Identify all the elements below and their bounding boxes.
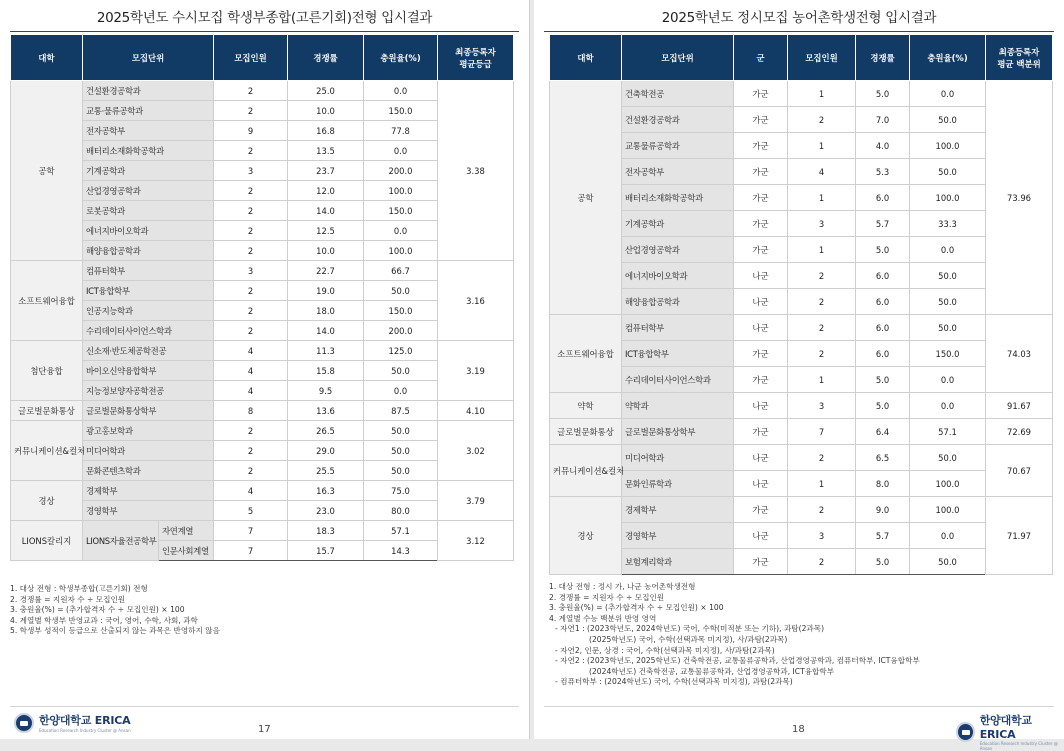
competition-rate-cell: 7.0 bbox=[856, 107, 910, 133]
fill-rate-cell: 200.0 bbox=[364, 321, 438, 341]
fill-rate-cell: 100.0 bbox=[910, 471, 986, 497]
quota-cell: 2 bbox=[788, 549, 856, 575]
fill-rate-cell: 150.0 bbox=[364, 101, 438, 121]
quota-cell: 3 bbox=[788, 211, 856, 237]
footer-divider bbox=[10, 706, 519, 707]
department-cell: 문화콘텐츠학과 bbox=[83, 461, 214, 481]
competition-rate-cell: 16.3 bbox=[288, 481, 364, 501]
fill-rate-cell: 50.0 bbox=[364, 441, 438, 461]
admission-group-cell: 가군 bbox=[734, 81, 788, 107]
competition-rate-cell: 12.0 bbox=[288, 181, 364, 201]
quota-cell: 1 bbox=[788, 237, 856, 263]
department-cell: 신소재·반도체공학전공 bbox=[83, 341, 214, 361]
page-number: 18 bbox=[792, 724, 805, 735]
competition-rate-cell: 10.0 bbox=[288, 241, 364, 261]
table-row bbox=[550, 315, 1053, 341]
average-grade-cell: 4.10 bbox=[438, 401, 514, 421]
admission-group-cell: 가군 bbox=[734, 159, 788, 185]
table-row bbox=[11, 421, 514, 441]
fill-rate-cell: 0.0 bbox=[910, 367, 986, 393]
department-cell: 글로벌문화통상학부 bbox=[622, 419, 734, 445]
table-row bbox=[550, 185, 1053, 211]
department-cell: 기계공학과 bbox=[83, 161, 214, 181]
quota-cell: 2 bbox=[214, 301, 288, 321]
table-row bbox=[550, 81, 1053, 107]
admission-group-cell: 나군 bbox=[734, 263, 788, 289]
column-header: 최종등록자 평균 백분위 bbox=[986, 35, 1053, 81]
fill-rate-cell: 87.5 bbox=[364, 401, 438, 421]
competition-rate-cell: 6.0 bbox=[856, 263, 910, 289]
competition-rate-cell: 4.0 bbox=[856, 133, 910, 159]
regular-admission-results-table bbox=[549, 34, 1053, 575]
admission-group-cell: 나군 bbox=[734, 289, 788, 315]
department-cell: 배터리소재화학공학과 bbox=[83, 141, 214, 161]
average-percentile-cell: 71.97 bbox=[986, 497, 1053, 575]
note-line: - 컴퓨터학부 : (2024학년도) 국어, 수학(선택과목 미지정), 과탐(2과목) bbox=[555, 677, 793, 687]
admission-group-cell: 나군 bbox=[734, 445, 788, 471]
competition-rate-cell: 18.0 bbox=[288, 301, 364, 321]
column-header: 경쟁률 bbox=[856, 35, 910, 81]
column-header: 대학 bbox=[11, 35, 83, 81]
table-row bbox=[550, 393, 1053, 419]
fill-rate-cell: 150.0 bbox=[364, 301, 438, 321]
college-cell: 커뮤니케이션&컬처 bbox=[11, 421, 83, 481]
department-cell: 수리데이터사이언스학과 bbox=[622, 367, 734, 393]
college-cell: 경상 bbox=[11, 481, 83, 521]
logo-text: 한양대학교 ERICA bbox=[39, 714, 131, 727]
right-page bbox=[534, 0, 1064, 751]
competition-rate-cell: 19.0 bbox=[288, 281, 364, 301]
college-cell: 글로벌문화통상 bbox=[550, 419, 622, 445]
department-cell: 경영학부 bbox=[83, 501, 214, 521]
department-cell: 에너지바이오학과 bbox=[83, 221, 214, 241]
competition-rate-cell: 6.5 bbox=[856, 445, 910, 471]
department-cell: 경제학부 bbox=[83, 481, 214, 501]
fill-rate-cell: 0.0 bbox=[910, 237, 986, 263]
left-page bbox=[0, 0, 530, 739]
quota-cell: 2 bbox=[214, 241, 288, 261]
department-cell: 경영학부 bbox=[622, 523, 734, 549]
quota-cell: 2 bbox=[214, 461, 288, 481]
admission-group-cell: 나군 bbox=[734, 315, 788, 341]
average-percentile-cell: 72.69 bbox=[986, 419, 1053, 445]
average-percentile-cell: 73.96 bbox=[986, 81, 1053, 315]
table-row bbox=[11, 261, 514, 281]
quota-cell: 4 bbox=[788, 159, 856, 185]
fill-rate-cell: 50.0 bbox=[910, 107, 986, 133]
department-cell: 배터리소재화학공학과 bbox=[622, 185, 734, 211]
competition-rate-cell: 23.0 bbox=[288, 501, 364, 521]
table-row bbox=[550, 211, 1053, 237]
competition-rate-cell: 22.7 bbox=[288, 261, 364, 281]
column-header: 충원율(%) bbox=[364, 35, 438, 81]
department-cell: 산업경영공학과 bbox=[83, 181, 214, 201]
competition-rate-cell: 16.8 bbox=[288, 121, 364, 141]
fill-rate-cell: 50.0 bbox=[910, 315, 986, 341]
table-row bbox=[11, 521, 514, 541]
table-row bbox=[11, 341, 514, 361]
department-cell: 에너지바이오학과 bbox=[622, 263, 734, 289]
department-cell: 기계공학과 bbox=[622, 211, 734, 237]
column-header: 충원율(%) bbox=[910, 35, 986, 81]
column-header: 모집인원 bbox=[214, 35, 288, 81]
table-row bbox=[550, 445, 1053, 471]
note-line: - 자연2, 인문, 상경 : 국어, 수학(선택과목 미지정), 사/과탐(2과목) bbox=[555, 645, 775, 655]
quota-cell: 2 bbox=[214, 201, 288, 221]
department-cell: 전자공학부 bbox=[83, 121, 214, 141]
table-row bbox=[550, 133, 1053, 159]
quota-cell: 1 bbox=[788, 185, 856, 211]
table-row bbox=[550, 523, 1053, 549]
fill-rate-cell: 50.0 bbox=[910, 445, 986, 471]
quota-cell: 2 bbox=[214, 281, 288, 301]
competition-rate-cell: 6.4 bbox=[856, 419, 910, 445]
fill-rate-cell: 50.0 bbox=[910, 549, 986, 575]
table-row bbox=[550, 107, 1053, 133]
competition-rate-cell: 14.0 bbox=[288, 201, 364, 221]
quota-cell: 2 bbox=[214, 221, 288, 241]
fill-rate-cell: 0.0 bbox=[910, 81, 986, 107]
table-row bbox=[550, 471, 1053, 497]
university-logo bbox=[956, 712, 1064, 751]
note-line: 3. 충원율(%) = (추가합격자 수 ÷ 모집인원) × 100 bbox=[549, 603, 724, 613]
quota-cell: 4 bbox=[214, 361, 288, 381]
college-cell: 경상 bbox=[550, 497, 622, 575]
competition-rate-cell: 13.5 bbox=[288, 141, 364, 161]
college-cell: 공학 bbox=[11, 81, 83, 261]
column-header: 모집단위 bbox=[622, 35, 734, 81]
competition-rate-cell: 12.5 bbox=[288, 221, 364, 241]
quota-cell: 1 bbox=[788, 81, 856, 107]
average-percentile-cell: 70.67 bbox=[986, 445, 1053, 497]
department-cell: 미디어학과 bbox=[622, 445, 734, 471]
admission-group-cell: 나군 bbox=[734, 393, 788, 419]
competition-rate-cell: 8.0 bbox=[856, 471, 910, 497]
admission-group-cell: 가군 bbox=[734, 107, 788, 133]
competition-rate-cell: 5.0 bbox=[856, 393, 910, 419]
admission-group-cell: 가군 bbox=[734, 185, 788, 211]
fill-rate-cell: 50.0 bbox=[364, 421, 438, 441]
college-cell: LIONS칼리지 bbox=[11, 521, 83, 561]
department-cell: ICT융합학부 bbox=[622, 341, 734, 367]
department-cell: 교통물류공학과 bbox=[622, 133, 734, 159]
competition-rate-cell: 5.3 bbox=[856, 159, 910, 185]
quota-cell: 2 bbox=[214, 321, 288, 341]
competition-rate-cell: 29.0 bbox=[288, 441, 364, 461]
competition-rate-cell: 11.3 bbox=[288, 341, 364, 361]
quota-cell: 8 bbox=[214, 401, 288, 421]
page-number: 17 bbox=[258, 724, 271, 735]
competition-rate-cell: 6.0 bbox=[856, 185, 910, 211]
fill-rate-cell: 150.0 bbox=[364, 201, 438, 221]
quota-cell: 1 bbox=[788, 367, 856, 393]
university-logo bbox=[14, 712, 131, 733]
quota-cell: 2 bbox=[214, 441, 288, 461]
fill-rate-cell: 200.0 bbox=[364, 161, 438, 181]
department-cell: 건설환경공학과 bbox=[622, 107, 734, 133]
competition-rate-cell: 15.7 bbox=[288, 541, 364, 561]
note-line: (2025학년도) 국어, 수학(선택과목 미지정), 사/과탐(2과목) bbox=[589, 634, 788, 644]
department-cell: 산업경영공학과 bbox=[622, 237, 734, 263]
average-grade-cell: 3.02 bbox=[438, 421, 514, 481]
average-percentile-cell: 74.03 bbox=[986, 315, 1053, 393]
fill-rate-cell: 57.1 bbox=[910, 419, 986, 445]
department-cell: 컴퓨터학부 bbox=[622, 315, 734, 341]
quota-cell: 7 bbox=[214, 521, 288, 541]
note-line: 5. 학생부 성적이 등급으로 산출되지 않는 과목은 반영하지 않음 bbox=[10, 626, 220, 636]
quota-cell: 1 bbox=[788, 133, 856, 159]
competition-rate-cell: 5.0 bbox=[856, 549, 910, 575]
admission-group-cell: 가군 bbox=[734, 497, 788, 523]
note-line: 3. 충원율(%) = (추가합격자 수 ÷ 모집인원) × 100 bbox=[10, 605, 185, 615]
quota-cell: 3 bbox=[214, 161, 288, 181]
competition-rate-cell: 9.0 bbox=[856, 497, 910, 523]
left-page-title: 2025학년도 수시모집 학생부종합(고른기회)전형 입시결과 bbox=[10, 4, 519, 32]
table-header-row bbox=[550, 35, 1053, 81]
university-seal-icon bbox=[956, 722, 975, 742]
admission-group-cell: 가군 bbox=[734, 367, 788, 393]
table-row bbox=[550, 419, 1053, 445]
column-header: 군 bbox=[734, 35, 788, 81]
quota-cell: 7 bbox=[788, 419, 856, 445]
quota-cell: 4 bbox=[214, 481, 288, 501]
column-header: 최종등록자 평균등급 bbox=[438, 35, 514, 81]
table-row bbox=[550, 497, 1053, 523]
competition-rate-cell: 15.8 bbox=[288, 361, 364, 381]
logo-tagline: Education Research Industry Cluster @ Ansan bbox=[979, 741, 1058, 751]
department-cell: 컴퓨터학부 bbox=[83, 261, 214, 281]
fill-rate-cell: 50.0 bbox=[364, 361, 438, 381]
quota-cell: 1 bbox=[788, 471, 856, 497]
competition-rate-cell: 6.0 bbox=[856, 341, 910, 367]
average-grade-cell: 3.79 bbox=[438, 481, 514, 521]
competition-rate-cell: 6.0 bbox=[856, 315, 910, 341]
table-row bbox=[550, 237, 1053, 263]
table-row bbox=[550, 367, 1053, 393]
right-page-title: 2025학년도 정시모집 농어촌학생전형 입시결과 bbox=[544, 4, 1054, 32]
college-cell: 소프트웨어융합 bbox=[550, 315, 622, 393]
department-cell: 글로벌문화통상학부 bbox=[83, 401, 214, 421]
competition-rate-cell: 25.0 bbox=[288, 81, 364, 101]
column-header: 경쟁률 bbox=[288, 35, 364, 81]
quota-cell: 3 bbox=[214, 261, 288, 281]
table-row bbox=[550, 341, 1053, 367]
college-cell: 글로벌문화통상 bbox=[11, 401, 83, 421]
department-cell: 인공지능학과 bbox=[83, 301, 214, 321]
quota-cell: 2 bbox=[214, 81, 288, 101]
logo-tagline: Education Research Industry Cluster @ Ansan bbox=[39, 728, 131, 733]
table-row bbox=[11, 481, 514, 501]
logo-text: 한양대학교 ERICA bbox=[979, 714, 1032, 741]
fill-rate-cell: 100.0 bbox=[364, 181, 438, 201]
competition-rate-cell: 23.7 bbox=[288, 161, 364, 181]
department-cell: 전자공학부 bbox=[622, 159, 734, 185]
column-header: 모집인원 bbox=[788, 35, 856, 81]
fill-rate-cell: 66.7 bbox=[364, 261, 438, 281]
table-row bbox=[550, 289, 1053, 315]
department-cell: 해양융합공학과 bbox=[622, 289, 734, 315]
fill-rate-cell: 75.0 bbox=[364, 481, 438, 501]
department-cell: 문화인류학과 bbox=[622, 471, 734, 497]
footer-divider bbox=[544, 706, 1054, 707]
note-line: 1. 대상 전형 : 정시 가, 나군 농어촌학생전형 bbox=[549, 582, 696, 591]
competition-rate-cell: 5.0 bbox=[856, 237, 910, 263]
quota-cell: 3 bbox=[788, 393, 856, 419]
note-line: - 자연2 : (2023학년도, 2025학년도) 건축학전공, 교통물류공학과, 산업경영공학과, 컴퓨터학부, ICT융합학부 bbox=[555, 656, 920, 666]
college-cell: 약학 bbox=[550, 393, 622, 419]
fill-rate-cell: 77.8 bbox=[364, 121, 438, 141]
university-seal-icon bbox=[14, 713, 34, 733]
competition-rate-cell: 18.3 bbox=[288, 521, 364, 541]
admission-group-cell: 나군 bbox=[734, 523, 788, 549]
track-cell: 자연계열 bbox=[159, 521, 214, 541]
quota-cell: 2 bbox=[214, 181, 288, 201]
department-cell: 건축학전공 bbox=[622, 81, 734, 107]
quota-cell: 2 bbox=[788, 341, 856, 367]
fill-rate-cell: 0.0 bbox=[364, 221, 438, 241]
competition-rate-cell: 14.0 bbox=[288, 321, 364, 341]
fill-rate-cell: 125.0 bbox=[364, 341, 438, 361]
quota-cell: 2 bbox=[788, 289, 856, 315]
fill-rate-cell: 150.0 bbox=[910, 341, 986, 367]
department-cell: 수리데이터사이언스학과 bbox=[83, 321, 214, 341]
table-row bbox=[11, 81, 514, 101]
fill-rate-cell: 0.0 bbox=[910, 523, 986, 549]
table-row bbox=[550, 263, 1053, 289]
fill-rate-cell: 50.0 bbox=[364, 281, 438, 301]
note-line: - 자연1 : (2023학년도, 2024학년도) 국어, 수학(미적분 또는 기하), 과탐(2과목) bbox=[555, 624, 825, 634]
average-grade-cell: 3.38 bbox=[438, 81, 514, 261]
competition-rate-cell: 26.5 bbox=[288, 421, 364, 441]
note-line: 1. 대상 전형 : 학생부종합(고른기회) 전형 bbox=[10, 584, 148, 593]
admission-group-cell: 나군 bbox=[734, 471, 788, 497]
department-cell: 교통·물류공학과 bbox=[83, 101, 214, 121]
column-header: 모집단위 bbox=[83, 35, 214, 81]
quota-cell: 2 bbox=[214, 101, 288, 121]
column-header: 대학 bbox=[550, 35, 622, 81]
admission-group-cell: 가군 bbox=[734, 133, 788, 159]
competition-rate-cell: 5.7 bbox=[856, 523, 910, 549]
fill-rate-cell: 50.0 bbox=[364, 461, 438, 481]
fill-rate-cell: 0.0 bbox=[364, 141, 438, 161]
quota-cell: 3 bbox=[788, 523, 856, 549]
department-cell: 약학과 bbox=[622, 393, 734, 419]
college-cell: 공학 bbox=[550, 81, 622, 315]
department-cell: LIONS자율전공학부 bbox=[83, 521, 159, 561]
quota-cell: 2 bbox=[788, 263, 856, 289]
note-line: (2024학년도) 건축학전공, 교통물류공학과, 산업경영공학과, ICT융합학부 bbox=[589, 666, 835, 676]
competition-rate-cell: 5.7 bbox=[856, 211, 910, 237]
fill-rate-cell: 100.0 bbox=[910, 185, 986, 211]
quota-cell: 4 bbox=[214, 341, 288, 361]
note-line: 4. 계열별 수능 백분위 반영 영역 bbox=[549, 613, 657, 623]
track-cell: 인문사회계열 bbox=[159, 541, 214, 561]
quota-cell: 5 bbox=[214, 501, 288, 521]
fill-rate-cell: 50.0 bbox=[910, 289, 986, 315]
average-grade-cell: 3.16 bbox=[438, 261, 514, 341]
admission-group-cell: 가군 bbox=[734, 211, 788, 237]
table-row bbox=[11, 401, 514, 421]
competition-rate-cell: 10.0 bbox=[288, 101, 364, 121]
fill-rate-cell: 50.0 bbox=[910, 159, 986, 185]
admission-group-cell: 가군 bbox=[734, 237, 788, 263]
fill-rate-cell: 0.0 bbox=[364, 381, 438, 401]
fill-rate-cell: 80.0 bbox=[364, 501, 438, 521]
competition-rate-cell: 9.5 bbox=[288, 381, 364, 401]
left-notes bbox=[10, 584, 220, 637]
college-cell: 소프트웨어융합 bbox=[11, 261, 83, 341]
right-notes bbox=[549, 582, 920, 688]
fill-rate-cell: 100.0 bbox=[910, 497, 986, 523]
admission-group-cell: 가군 bbox=[734, 419, 788, 445]
competition-rate-cell: 5.0 bbox=[856, 367, 910, 393]
quota-cell: 2 bbox=[788, 315, 856, 341]
department-cell: 경제학부 bbox=[622, 497, 734, 523]
department-cell: ICT융합학부 bbox=[83, 281, 214, 301]
competition-rate-cell: 5.0 bbox=[856, 81, 910, 107]
quota-cell: 2 bbox=[788, 107, 856, 133]
table-header-row bbox=[11, 35, 514, 81]
fill-rate-cell: 0.0 bbox=[910, 393, 986, 419]
competition-rate-cell: 13.6 bbox=[288, 401, 364, 421]
quota-cell: 7 bbox=[214, 541, 288, 561]
quota-cell: 4 bbox=[214, 381, 288, 401]
fill-rate-cell: 100.0 bbox=[364, 241, 438, 261]
quota-cell: 2 bbox=[788, 445, 856, 471]
admission-group-cell: 가군 bbox=[734, 549, 788, 575]
note-line: 2. 경쟁률 = 지원자 수 ÷ 모집인원 bbox=[549, 592, 665, 602]
average-percentile-cell: 91.67 bbox=[986, 393, 1053, 419]
fill-rate-cell: 100.0 bbox=[910, 133, 986, 159]
quota-cell: 9 bbox=[214, 121, 288, 141]
fill-rate-cell: 33.3 bbox=[910, 211, 986, 237]
average-grade-cell: 3.12 bbox=[438, 521, 514, 561]
competition-rate-cell: 6.0 bbox=[856, 289, 910, 315]
department-cell: 건설환경공학과 bbox=[83, 81, 214, 101]
department-cell: 로봇공학과 bbox=[83, 201, 214, 221]
college-cell: 커뮤니케이션&컬처 bbox=[550, 445, 622, 497]
table-row bbox=[550, 549, 1053, 575]
fill-rate-cell: 14.3 bbox=[364, 541, 438, 561]
fill-rate-cell: 50.0 bbox=[910, 263, 986, 289]
note-line: 4. 계열별 학생부 반영교과 : 국어, 영어, 수학, 사회, 과학 bbox=[10, 615, 198, 625]
early-admission-results-table bbox=[10, 34, 514, 561]
department-cell: 바이오신약융합학부 bbox=[83, 361, 214, 381]
quota-cell: 2 bbox=[788, 497, 856, 523]
fill-rate-cell: 0.0 bbox=[364, 81, 438, 101]
average-grade-cell: 3.19 bbox=[438, 341, 514, 401]
table-row bbox=[550, 159, 1053, 185]
competition-rate-cell: 25.5 bbox=[288, 461, 364, 481]
note-line: 2. 경쟁률 = 지원자 수 ÷ 모집인원 bbox=[10, 594, 126, 604]
department-cell: 광고홍보학과 bbox=[83, 421, 214, 441]
department-cell: 미디어학과 bbox=[83, 441, 214, 461]
quota-cell: 2 bbox=[214, 141, 288, 161]
department-cell: 보험계리학과 bbox=[622, 549, 734, 575]
department-cell: 지능정보양자공학전공 bbox=[83, 381, 214, 401]
department-cell: 해양융합공학과 bbox=[83, 241, 214, 261]
admission-group-cell: 가군 bbox=[734, 341, 788, 367]
fill-rate-cell: 57.1 bbox=[364, 521, 438, 541]
college-cell: 첨단융합 bbox=[11, 341, 83, 401]
quota-cell: 2 bbox=[214, 421, 288, 441]
